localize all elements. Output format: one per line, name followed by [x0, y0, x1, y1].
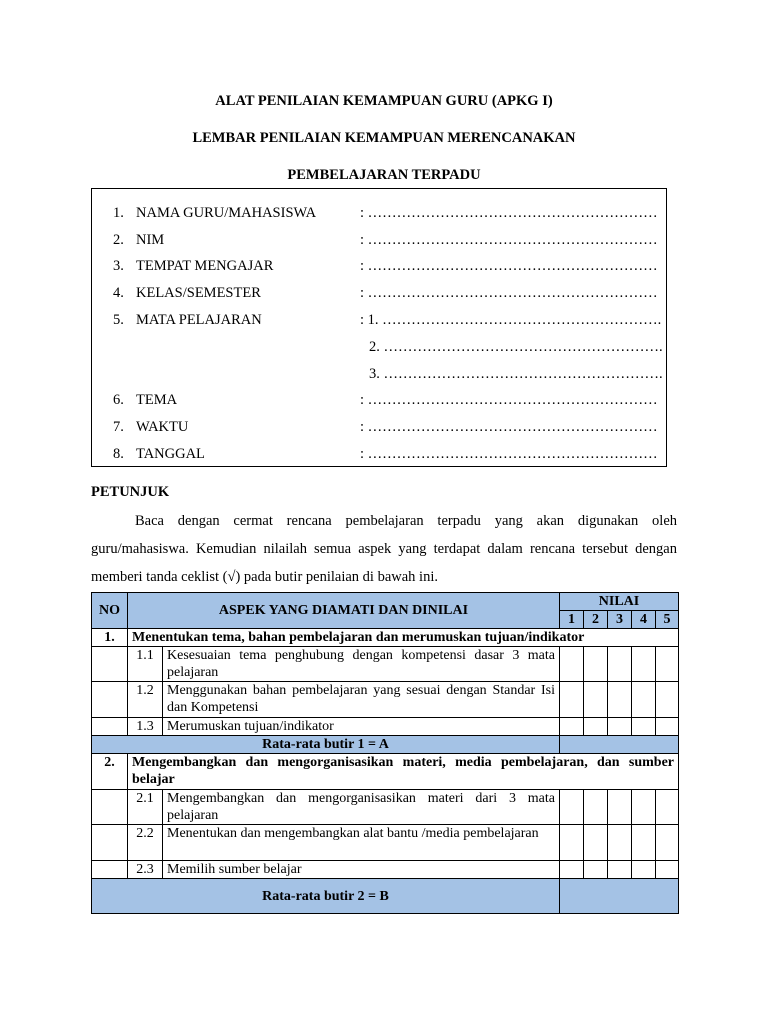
identity-row-tema [92, 392, 666, 414]
section-number: 1. [92, 629, 128, 647]
score-cell-3[interactable] [608, 825, 632, 861]
score-cell-1[interactable] [560, 647, 584, 682]
identity-number: 1. [113, 205, 124, 221]
identity-row-mapel [92, 312, 666, 334]
identity-value-field[interactable]: : 1. …………………………………………………. [360, 312, 662, 328]
average-label: Rata-rata butir 1 = A [92, 736, 560, 754]
item-number: 2.2 [128, 825, 163, 861]
score-cell-4[interactable] [632, 825, 656, 861]
header-nilai: NILAI [560, 593, 679, 611]
identity-label: KELAS/SEMESTER [136, 285, 261, 301]
identity-label: NAMA GURU/MAHASISWA [136, 205, 317, 221]
score-header-5: 5 [656, 611, 679, 629]
score-cell-4[interactable] [632, 790, 656, 825]
score-cell-5[interactable] [656, 790, 679, 825]
identity-label: MATA PELAJARAN [136, 312, 262, 328]
item-number: 1.3 [128, 718, 163, 736]
petunjuk-text: Baca dengan cermat rencana pembelajaran terpadu yang akan digunakan oleh guru/mahasiswa. Kemudian nilailah semua aspek yang terdapat dalam rencana tersebut dengan memberi tanda ceklist (√) pada butir penilaian di bawah ini. [91, 513, 677, 585]
identity-number: 6. [113, 392, 124, 408]
table-row [92, 647, 679, 682]
identity-value-field[interactable]: : …………………………………………………… [360, 205, 658, 221]
identity-value-field[interactable]: 2. …………………………………………………. [369, 339, 663, 355]
table-row [92, 790, 679, 825]
document-title: ALAT PENILAIAN KEMAMPUAN GURU (APKG I) [215, 93, 553, 109]
identity-row-mapel-2 [92, 339, 666, 361]
score-cell-2[interactable] [584, 682, 608, 718]
section-title: Mengembangkan dan mengorganisasikan materi, media pembelajaran, dan sumber belajar [128, 754, 679, 790]
identity-row-waktu [92, 419, 666, 441]
empty-cell [92, 861, 128, 879]
score-cell-2[interactable] [584, 825, 608, 861]
item-text: Menggunakan bahan pembelajaran yang sesuai dengan Standar Isi dan Kompetensi [163, 682, 560, 718]
score-cell-3[interactable] [608, 790, 632, 825]
empty-cell [92, 718, 128, 736]
score-cell-1[interactable] [560, 682, 584, 718]
item-text: Menentukan dan mengembangkan alat bantu /media pembelajaran [163, 825, 560, 861]
identity-number: 8. [113, 446, 124, 462]
identity-value-field[interactable]: 3. …………………………………………………. [369, 366, 663, 382]
score-cell-5[interactable] [656, 718, 679, 736]
item-text: Kesesuaian tema penghubung dengan kompetensi dasar 3 mata pelajaran [163, 647, 560, 682]
score-cell-5[interactable] [656, 861, 679, 879]
average-row [92, 736, 679, 754]
score-cell-1[interactable] [560, 790, 584, 825]
identity-row-kelas [92, 285, 666, 307]
empty-cell [92, 790, 128, 825]
score-cell-1[interactable] [560, 861, 584, 879]
score-cell-2[interactable] [584, 861, 608, 879]
table-header-row [92, 593, 679, 611]
score-cell-4[interactable] [632, 682, 656, 718]
identity-label: TEMA [136, 392, 178, 408]
table-row [92, 861, 679, 879]
identity-value-field[interactable]: : …………………………………………………… [360, 285, 658, 301]
score-cell-3[interactable] [608, 718, 632, 736]
identity-value-field[interactable]: : …………………………………………………… [360, 446, 658, 462]
identity-label: TEMPAT MENGAJAR [136, 258, 274, 274]
identity-label: NIM [136, 232, 165, 248]
assessment-table [91, 592, 679, 914]
item-number: 2.1 [128, 790, 163, 825]
identity-value-field[interactable]: : …………………………………………………… [360, 419, 658, 435]
score-cell-4[interactable] [632, 718, 656, 736]
document-subtitle-1: LEMBAR PENILAIAN KEMAMPUAN MERENCANAKAN [192, 130, 576, 146]
score-header-2: 2 [584, 611, 608, 629]
item-number: 1.1 [128, 647, 163, 682]
identity-number: 3. [113, 258, 124, 274]
header-no: NO [92, 593, 128, 629]
identity-value-field[interactable]: : …………………………………………………… [360, 258, 658, 274]
identity-number: 7. [113, 419, 124, 435]
score-cell-2[interactable] [584, 647, 608, 682]
identity-value-field[interactable]: : …………………………………………………… [360, 392, 658, 408]
identity-box [91, 188, 667, 467]
section-row [92, 754, 679, 790]
score-cell-1[interactable] [560, 825, 584, 861]
score-cell-4[interactable] [632, 861, 656, 879]
empty-cell [92, 825, 128, 861]
table-row [92, 718, 679, 736]
average-label: Rata-rata butir 2 = B [92, 879, 560, 914]
identity-row-mapel-3 [92, 366, 666, 388]
item-number: 2.3 [128, 861, 163, 879]
score-cell-5[interactable] [656, 647, 679, 682]
empty-cell [92, 647, 128, 682]
section-row [92, 629, 679, 647]
identity-number: 5. [113, 312, 124, 328]
item-text: Merumuskan tujuan/indikator [163, 718, 560, 736]
identity-row-nim [92, 232, 666, 254]
item-number: 1.2 [128, 682, 163, 718]
item-text: Memilih sumber belajar [163, 861, 560, 879]
identity-value-field[interactable]: : …………………………………………………… [360, 232, 658, 248]
average-value-cell[interactable] [560, 736, 679, 754]
average-row [92, 879, 679, 914]
item-text: Mengembangkan dan mengorganisasikan materi dari 3 mata pelajaran [163, 790, 560, 825]
identity-number: 2. [113, 232, 124, 248]
identity-label: WAKTU [136, 419, 189, 435]
identity-row-tanggal [92, 446, 666, 468]
score-cell-3[interactable] [608, 682, 632, 718]
score-cell-2[interactable] [584, 790, 608, 825]
score-header-4: 4 [632, 611, 656, 629]
score-header-3: 3 [608, 611, 632, 629]
section-number: 2. [92, 754, 128, 790]
score-cell-5[interactable] [656, 682, 679, 718]
score-header-1: 1 [560, 611, 584, 629]
table-row [92, 682, 679, 718]
score-cell-4[interactable] [632, 647, 656, 682]
score-cell-5[interactable] [656, 825, 679, 861]
petunjuk-heading: PETUNJUK [91, 484, 170, 500]
identity-row-tempat [92, 258, 666, 280]
score-cell-1[interactable] [560, 718, 584, 736]
identity-label: TANGGAL [136, 446, 205, 462]
table-row [92, 825, 679, 861]
score-cell-2[interactable] [584, 718, 608, 736]
document-subtitle-2: PEMBELAJARAN TERPADU [287, 167, 481, 183]
score-cell-3[interactable] [608, 647, 632, 682]
empty-cell [92, 682, 128, 718]
header-aspek: ASPEK YANG DIAMATI DAN DINILAI [128, 593, 560, 629]
identity-row-nama [92, 205, 666, 227]
section-title: Menentukan tema, bahan pembelajaran dan merumuskan tujuan/indikator [128, 629, 679, 647]
identity-number: 4. [113, 285, 124, 301]
average-value-cell[interactable] [560, 879, 679, 914]
score-cell-3[interactable] [608, 861, 632, 879]
